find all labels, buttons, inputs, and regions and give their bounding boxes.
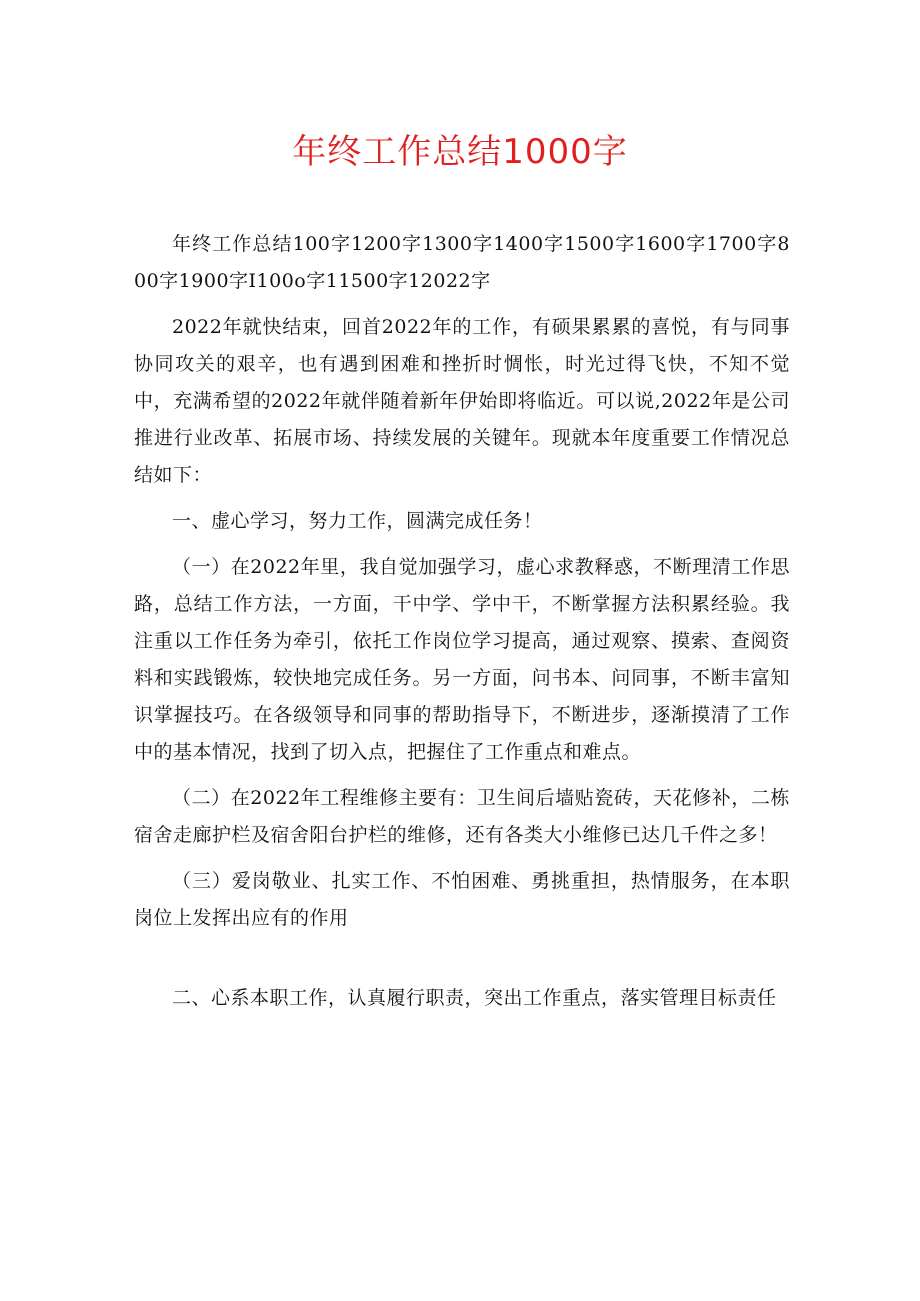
document-body [134,226,790,1026]
paragraph-intro: 2022年就快结束，回首2022年的工作，有硕果累累的喜悦，有与同事协同攻关的艰辛，也有遇到困难和挫折时惆怅，时光过得飞快，不知不觉中，充满希望的2022年就伴随着新年伊始即将临近。可以说,2022年是公司推进行业改革、拓展市场、持续发展的关键年。现就本年度重要工作情况总结如下： [134,316,790,486]
paragraph-word-counts: 年终工作总结100字1200字1300字1400字1500字1600字1700字800字1900字I100o字11500字12022字 [134,233,790,292]
section-heading-1: 一、虚心学习，努力工作，圆满完成任务！ [172,510,543,532]
paragraph-item-2: （二）在2022年工程维修主要有：卫生间后墙贴瓷砖，天花修补，二栋宿舍走廊护栏及宿舍阳台护栏的维修，还有各类大小维修已达几千件之多！ [134,787,790,846]
section-heading-2: 二、心系本职工作，认真履行职责，突出工作重点，落实管理目标责任 [172,987,777,1009]
paragraph-item-3: （三）爱岗敬业、扎实工作、不怕困难、勇挑重担，热情服务，在本职岗位上发挥出应有的作用 [134,870,790,929]
blank-line [134,946,790,980]
document-title: 年终工作总结1000字 [292,132,628,172]
paragraph-item-1: （一）在2022年里，我自觉加强学习，虚心求教释惑，不断理清工作思路，总结工作方法，一方面，干中学、学中干，不断掌握方法积累经验。我注重以工作任务为牵引，依托工作岗位学习提高，通过观察、摸索、查阅资料和实践锻炼，较快地完成任务。另一方面，问书本、问同事，不断丰富知识掌握技巧。在各级领导和同事的帮助指导下，不断进步，逐渐摸清了工作中的基本情况，找到了切入点，把握住了工作重点和难点。 [134,556,790,763]
